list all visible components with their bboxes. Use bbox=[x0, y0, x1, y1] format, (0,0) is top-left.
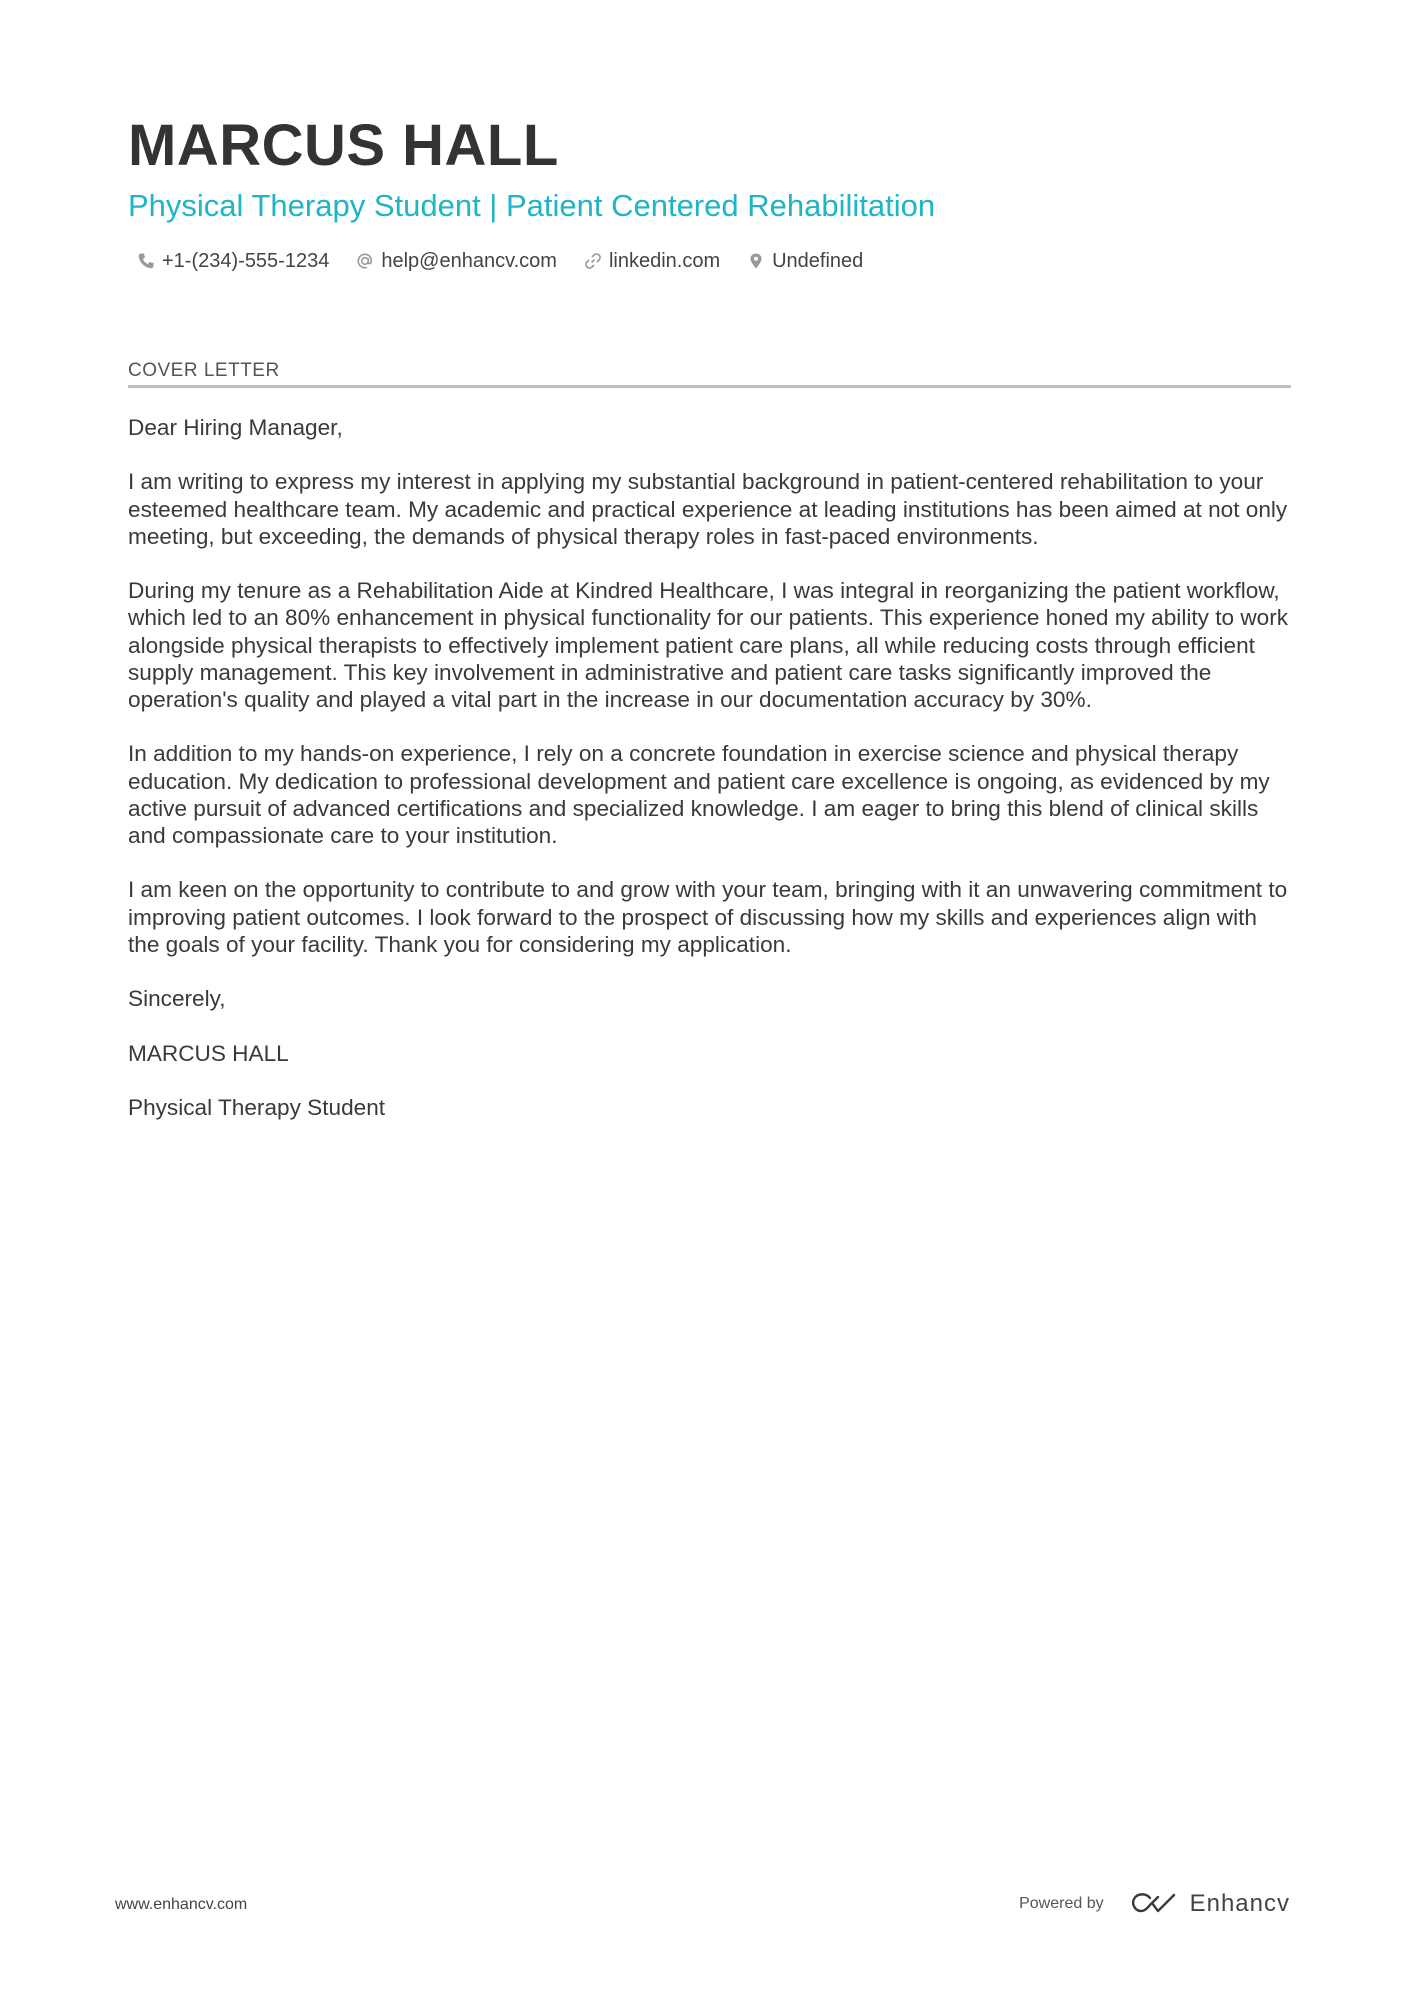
candidate-name: MARCUS HALL bbox=[128, 113, 559, 178]
powered-by-label: Powered by bbox=[1019, 1895, 1104, 1912]
at-icon bbox=[355, 251, 375, 271]
closing: Sincerely, bbox=[128, 986, 226, 1012]
phone-icon bbox=[136, 251, 156, 271]
contact-email-text: help@enhancv.com bbox=[381, 249, 557, 272]
headline: Physical Therapy Student | Patient Centered Rehabilitation bbox=[128, 188, 936, 223]
contact-phone-text: +1-(234)-555-1234 bbox=[162, 249, 330, 272]
contact-location bbox=[746, 250, 863, 273]
contact-linkedin[interactable] bbox=[583, 250, 720, 273]
contact-phone[interactable] bbox=[136, 250, 329, 273]
link-icon bbox=[583, 251, 603, 271]
contact-linkedin-text: linkedin.com bbox=[608, 249, 721, 272]
enhancv-logo-icon bbox=[1130, 1891, 1178, 1917]
contact-bar bbox=[136, 246, 889, 276]
greeting: Dear Hiring Manager, bbox=[128, 415, 343, 440]
letter-paragraph: During my tenure as a Rehabilitation Aide at Kindred Healthcare, I was integral in reorganizing the patient workflow, which led to an 80% enhancement in physical functionality for our patients. This experience honed my ability to work alongside physical therapists to effectively implement patient care plans, all while reducing costs through efficient supply management. This key involvement in administrative and patient care tasks significantly improved the operation's quality and played a vital part in the increase in our documentation accuracy by 30%. bbox=[128, 578, 1289, 712]
letter-paragraph: In addition to my hands-on experience, I rely on a concrete foundation in exercise science and physical therapy education. My dedication to professional development and patient care excellence is ongoing, as evidenced by my active pursuit of advanced certifications and specialized knowledge. I am eager to bring this blend of clinical skills and compassionate care to your institution. bbox=[128, 741, 1270, 848]
signature-name: MARCUS HALL bbox=[128, 1040, 289, 1066]
letter-paragraph: I am keen on the opportunity to contribute to and grow with your team, bringing with it an unwavering commitment to improving patient outcomes. I look forward to the prospect of discussing how my skills and experiences align with the goals of your facility. Thank you for considering my application. bbox=[128, 877, 1288, 957]
location-pin-icon bbox=[746, 251, 766, 271]
section-divider bbox=[128, 385, 1291, 388]
letter-paragraph: I am writing to express my interest in applying my substantial background in patient-centered rehabilitation to your esteemed healthcare team. My academic and practical experience at leading institutions has been aimed at not only meeting, but exceeding, the demands of physical therapy roles in fast-paced environments. bbox=[128, 469, 1288, 549]
signature-title: Physical Therapy Student bbox=[128, 1094, 386, 1120]
contact-email[interactable] bbox=[355, 250, 557, 273]
enhancv-logo-text: Enhancv bbox=[1189, 1890, 1290, 1917]
footer-website-link[interactable]: www.enhancv.com bbox=[115, 1896, 248, 1913]
footer-branding bbox=[1019, 1890, 1290, 1918]
section-title: COVER LETTER bbox=[128, 360, 280, 381]
contact-location-text: Undefined bbox=[772, 249, 864, 272]
letter-body bbox=[128, 414, 1294, 1148]
